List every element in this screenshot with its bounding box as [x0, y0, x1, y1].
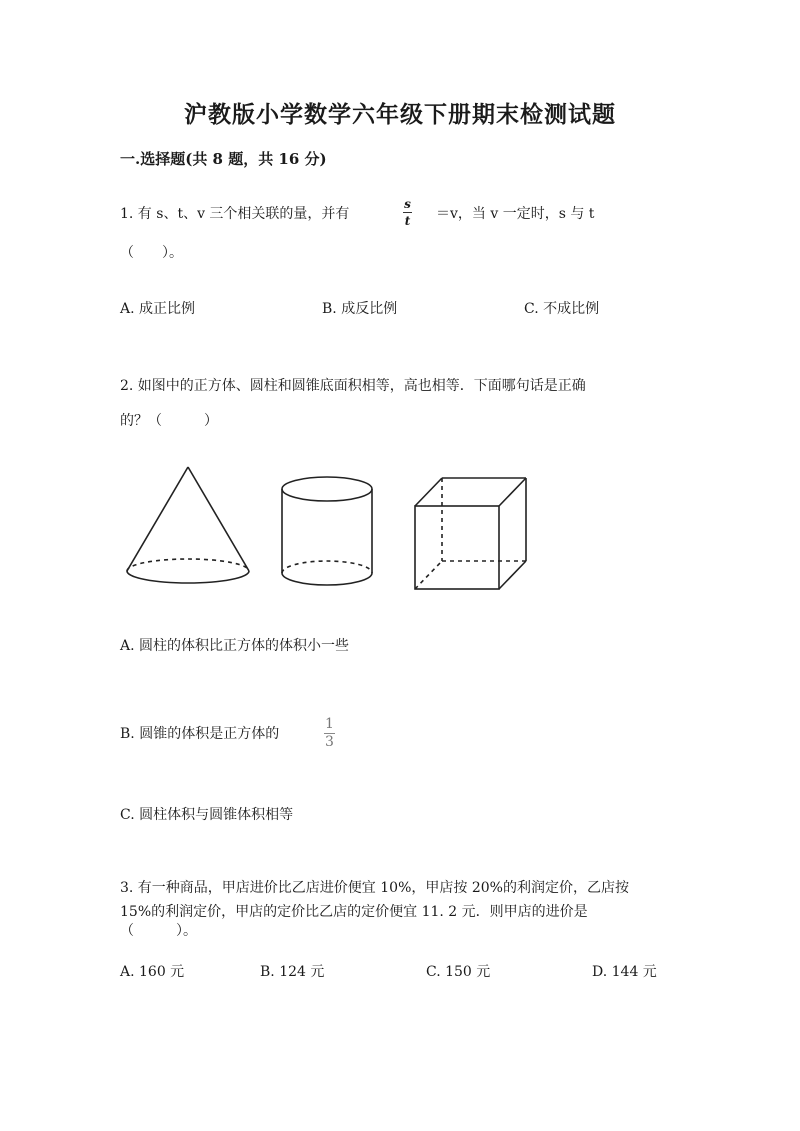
- q3-stem-line3: （ ）。: [120, 923, 197, 939]
- q1-fraction-bar: [403, 212, 412, 213]
- q2-fraction-numerator: 1: [325, 716, 334, 732]
- q3-option-a: A. 160 元: [120, 964, 185, 980]
- q3-option-b: B. 124 元: [260, 964, 325, 980]
- q3-stem-line1: 3. 有一种商品，甲店进价比乙店进价便宜 10%，甲店按 20%的利润定价，乙店按: [120, 880, 629, 896]
- q1-fraction-s-over-t: [403, 197, 412, 228]
- q2-option-c: C. 圆柱体积与圆锥体积相等: [120, 807, 294, 823]
- q1-stem-line1-tail: ＝v，当 v 一定时，s 与 t: [436, 206, 595, 222]
- q1-option-c: C. 不成比例: [524, 301, 600, 317]
- q2-option-a: A. 圆柱的体积比正方体的体积小一些: [120, 638, 350, 654]
- section-heading: 一.选择题(共 8 题，共 16 分): [120, 150, 327, 168]
- page-title: 沪教版小学数学六年级下册期末检测试题: [184, 101, 616, 128]
- q2-option-b: B. 圆锥的体积是正方体的: [120, 726, 280, 742]
- q3-option-c: C. 150 元: [426, 964, 491, 980]
- solids-figure: [120, 460, 540, 595]
- cube-shape: [415, 478, 526, 589]
- q1-option-a: A. 成正比例: [120, 301, 196, 317]
- q2-option-b-fraction: [324, 717, 335, 750]
- q2-stem-line2: 的？（ ）: [120, 413, 218, 429]
- q1-stem-line2: （ ）。: [120, 245, 183, 261]
- q1-fraction-denominator: t: [404, 214, 411, 228]
- cylinder-shape: [282, 477, 372, 585]
- q1-option-b: B. 成反比例: [322, 301, 398, 317]
- q3-stem-line2: 15%的利润定价，甲店的定价比乙店的定价便宜 11. 2 元．则甲店的进价是: [120, 904, 588, 920]
- q1-fraction-numerator: s: [404, 197, 411, 211]
- cone-shape: [127, 467, 249, 583]
- q2-fraction-denominator: 3: [325, 734, 334, 750]
- q3-option-d: D. 144 元: [592, 964, 657, 980]
- q1-stem-line1: 1. 有 s、t、v 三个相关联的量，并有: [120, 206, 350, 222]
- q2-stem-line1: 2. 如图中的正方体、圆柱和圆锥底面积相等，高也相等．下面哪句话是正确: [120, 378, 586, 394]
